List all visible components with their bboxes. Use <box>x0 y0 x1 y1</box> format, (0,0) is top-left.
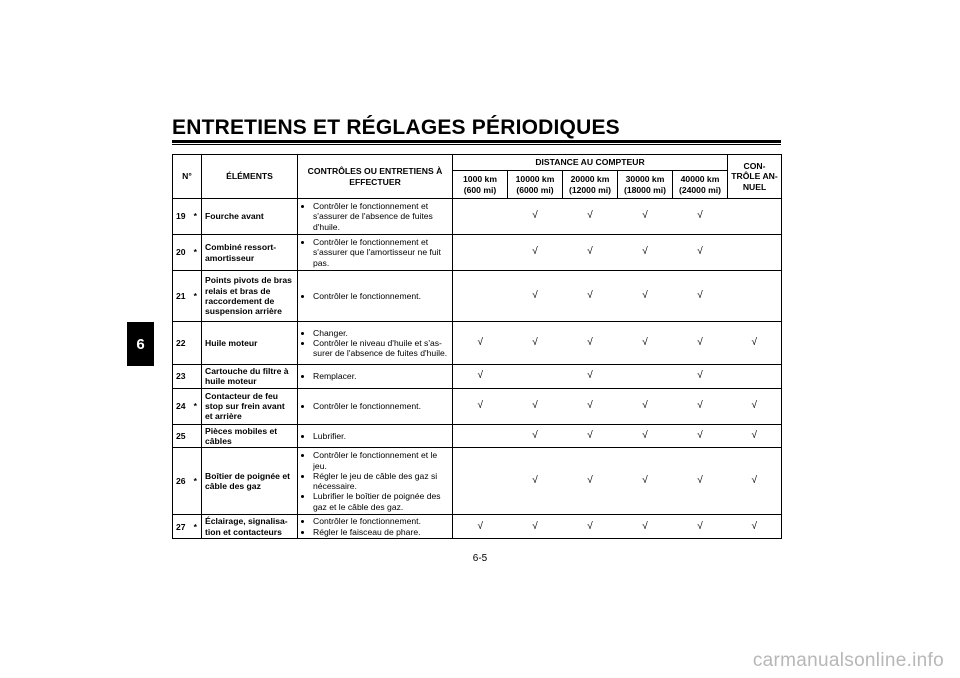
table-row <box>173 271 782 322</box>
check-mark: √ <box>673 199 728 235</box>
check-mark: √ <box>673 424 728 448</box>
action-item: • Contrôler le fonctionnement. <box>313 401 449 411</box>
action-list <box>301 201 449 232</box>
action-item: • Contrôler le fonctionnement et le jeu. <box>313 450 449 471</box>
header-km-2 <box>563 171 618 199</box>
action-list <box>301 516 449 537</box>
row-element: Boîtier de poignée et câble des gaz <box>202 448 298 515</box>
row-asterisk: * <box>190 388 202 424</box>
check-empty <box>728 271 782 322</box>
row-actions <box>298 199 453 235</box>
title-rule-thick <box>172 140 781 143</box>
check-mark: √ <box>728 515 782 539</box>
watermark: carmanualsonline.info <box>752 650 944 671</box>
check-empty <box>618 365 673 389</box>
header-km-value: 30000 km <box>625 174 665 185</box>
check-mark: √ <box>508 322 563 365</box>
header-no: N° <box>173 155 202 199</box>
row-actions <box>298 515 453 539</box>
table-row <box>173 199 782 235</box>
action-item: • Contrôler le fonctionnement. <box>313 291 449 301</box>
check-mark: √ <box>453 388 508 424</box>
check-mark: √ <box>563 235 618 271</box>
row-number: 23 <box>173 365 190 389</box>
table-row <box>173 365 782 389</box>
row-number: 21 <box>173 271 190 322</box>
row-asterisk: * <box>190 271 202 322</box>
row-asterisk: * <box>190 448 202 515</box>
row-element: Cartouche du filtre à huile moteur <box>202 365 298 389</box>
action-item: • Régler le jeu de câble des gaz si nécessaire. <box>313 471 449 492</box>
row-actions <box>298 424 453 448</box>
check-mark: √ <box>618 448 673 515</box>
table-body <box>173 199 782 539</box>
check-mark: √ <box>508 448 563 515</box>
check-mark: √ <box>673 388 728 424</box>
action-item: • Contrôler le fonctionnement et s'assurer de l'absence de fuites d'huile. <box>313 201 449 232</box>
row-actions <box>298 365 453 389</box>
row-number: 25 <box>173 424 190 448</box>
action-item: • Régler le faisceau de phare. <box>313 527 449 537</box>
check-mark: √ <box>618 199 673 235</box>
row-asterisk: * <box>190 515 202 539</box>
check-mark: √ <box>618 235 673 271</box>
check-mark: √ <box>508 388 563 424</box>
check-empty <box>453 235 508 271</box>
header-km-4 <box>673 171 728 199</box>
table-row <box>173 322 782 365</box>
page-number: 6-5 <box>472 553 488 564</box>
row-element: Huile moteur <box>202 322 298 365</box>
row-actions <box>298 235 453 271</box>
row-element: Fourche avant <box>202 199 298 235</box>
check-mark: √ <box>673 235 728 271</box>
table-row <box>173 424 782 448</box>
row-asterisk <box>190 424 202 448</box>
check-empty <box>453 199 508 235</box>
action-item: • Contrôler le fonctionnement et s'assurer que l'amortisseur ne fuit pas. <box>313 237 449 268</box>
check-mark: √ <box>453 322 508 365</box>
action-list <box>301 401 449 411</box>
check-mark: √ <box>673 322 728 365</box>
check-mark: √ <box>618 271 673 322</box>
page-title: ENTRETIENS ET RÉGLAGES PÉRIODIQUES <box>172 116 620 139</box>
action-item: • Contrôler le niveau d'huile et s'as-surer de l'absence de fuites d'huile. <box>313 338 449 359</box>
header-mi-value: (600 mi) <box>463 184 497 195</box>
header-mi-value: (6000 mi) <box>516 184 554 195</box>
row-actions <box>298 448 453 515</box>
title-rule-thin <box>172 144 781 145</box>
action-item: • Remplacer. <box>313 371 449 381</box>
check-mark: √ <box>563 388 618 424</box>
check-mark: √ <box>673 448 728 515</box>
table-row <box>173 515 782 539</box>
row-actions <box>298 322 453 365</box>
action-item: • Contrôler le fonctionnement. <box>313 516 449 526</box>
check-empty <box>728 235 782 271</box>
check-mark: √ <box>563 322 618 365</box>
check-mark: √ <box>508 199 563 235</box>
action-item: • Lubrifier le boîtier de poignée des gaz et le câble des gaz. <box>313 491 449 512</box>
check-mark: √ <box>563 448 618 515</box>
check-empty <box>453 424 508 448</box>
check-mark: √ <box>728 388 782 424</box>
row-element: Éclairage, signalisa-tion et contacteurs <box>202 515 298 539</box>
check-mark: √ <box>618 424 673 448</box>
check-mark: √ <box>728 448 782 515</box>
action-list <box>301 431 449 441</box>
header-elements: ÉLÉMENTS <box>202 155 298 199</box>
row-number: 26 <box>173 448 190 515</box>
check-empty <box>453 271 508 322</box>
maintenance-table <box>172 154 782 539</box>
check-mark: √ <box>453 515 508 539</box>
header-mi-value: (18000 mi) <box>623 184 667 195</box>
header-km-value: 20000 km <box>570 174 610 185</box>
action-item: • Changer. <box>313 328 449 338</box>
action-item: • Lubrifier. <box>313 431 449 441</box>
check-mark: √ <box>673 365 728 389</box>
row-asterisk <box>190 365 202 389</box>
row-element: Points pivots de bras relais et bras de raccordement de suspension arrière <box>202 271 298 322</box>
action-list <box>301 371 449 381</box>
action-list <box>301 237 449 268</box>
check-mark: √ <box>508 424 563 448</box>
header-km-0 <box>453 171 508 199</box>
check-mark: √ <box>728 424 782 448</box>
table-row <box>173 448 782 515</box>
row-asterisk: * <box>190 199 202 235</box>
check-mark: √ <box>563 199 618 235</box>
check-mark: √ <box>618 515 673 539</box>
check-empty <box>453 448 508 515</box>
action-list <box>301 291 449 301</box>
check-mark: √ <box>673 515 728 539</box>
row-actions <box>298 388 453 424</box>
check-mark: √ <box>728 322 782 365</box>
action-list <box>301 450 449 512</box>
row-element: Pièces mobiles et câbles <box>202 424 298 448</box>
check-mark: √ <box>618 322 673 365</box>
row-number: 24 <box>173 388 190 424</box>
row-number: 19 <box>173 199 190 235</box>
header-km-value: 40000 km <box>680 174 720 185</box>
row-asterisk: * <box>190 235 202 271</box>
check-mark: √ <box>563 515 618 539</box>
check-empty <box>728 365 782 389</box>
row-asterisk <box>190 322 202 365</box>
check-mark: √ <box>508 271 563 322</box>
row-number: 27 <box>173 515 190 539</box>
check-mark: √ <box>508 515 563 539</box>
action-list <box>301 328 449 359</box>
header-km-value: 1000 km <box>463 174 497 185</box>
check-mark: √ <box>563 424 618 448</box>
header-mi-value: (12000 mi) <box>568 184 612 195</box>
check-mark: √ <box>563 365 618 389</box>
check-mark: √ <box>618 388 673 424</box>
chapter-tab: 6 <box>127 322 154 366</box>
row-element: Combiné ressort-amortisseur <box>202 235 298 271</box>
check-mark: √ <box>508 235 563 271</box>
row-actions <box>298 271 453 322</box>
header-km-3 <box>618 171 673 199</box>
check-mark: √ <box>453 365 508 389</box>
header-actions: CONTRÔLES OU ENTRETIENS À EFFECTUER <box>298 155 453 199</box>
header-distance: DISTANCE AU COMPTEUR <box>453 155 728 171</box>
header-km-1 <box>508 171 563 199</box>
header-km-value: 10000 km <box>515 174 555 185</box>
row-number: 20 <box>173 235 190 271</box>
header-mi-value: (24000 mi) <box>678 184 722 195</box>
row-number: 22 <box>173 322 190 365</box>
row-element: Contacteur de feu stop sur frein avant et arrière <box>202 388 298 424</box>
table-row <box>173 388 782 424</box>
check-mark: √ <box>673 271 728 322</box>
check-mark: √ <box>563 271 618 322</box>
table-row <box>173 235 782 271</box>
check-empty <box>508 365 563 389</box>
check-empty <box>728 199 782 235</box>
header-row-1 <box>173 155 782 171</box>
header-annual: CON-TRÔLE AN-NUEL <box>728 155 782 199</box>
